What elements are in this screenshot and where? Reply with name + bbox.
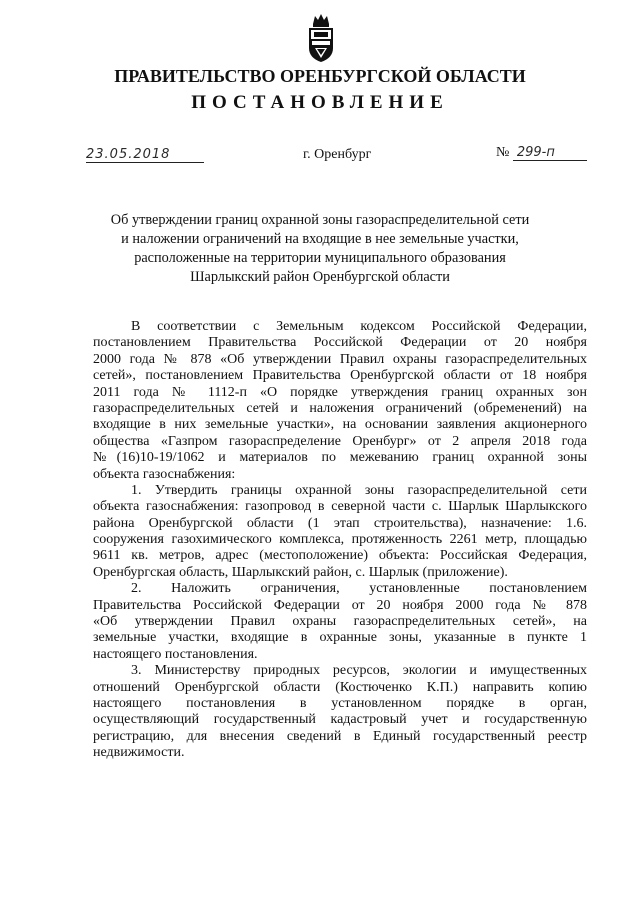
title-line: и наложении ограничений на входящие в нее земельные участки, xyxy=(121,231,519,247)
document-city: г. Оренбург xyxy=(303,147,372,162)
coat-of-arms-icon xyxy=(306,12,336,64)
body-line: постановлением Правительства Российской Федерации от 20 ноября xyxy=(93,335,587,351)
body-line: 3. Министерству природных ресурсов, экологии и имущественных xyxy=(131,663,587,679)
body-line: 1. Утвердить границы охранной зоны газораспределительной сети xyxy=(131,482,587,498)
document-type: ПОСТАНОВЛЕНИЕ xyxy=(191,92,449,113)
body-line: объекта газоснабжения: xyxy=(93,466,236,482)
body-line: 2011 года № 1112-п «О порядке утверждения границ охранных зон xyxy=(93,384,587,400)
document-number xyxy=(496,145,587,161)
body-line: 2000 года № 878 «Об утверждении Правил охраны газораспределительных xyxy=(93,351,587,367)
body-line: района Оренбургской области (1 этап строительства), назначение: 1.6. xyxy=(93,515,587,531)
body-line: сооружения газохимического комплекса, протяженность 2261 метр, площадью xyxy=(93,532,587,548)
body-line: Оренбургская область, Шарлыкский район, с. Шарлык (приложение). xyxy=(93,564,508,580)
body-line: объекта газоснабжения: газопровод в северной части с. Шарлык Шарлыкского xyxy=(93,499,587,515)
body-line: 9611 кв. метров, адрес (местоположение) объекта: Российская Федерация, xyxy=(93,548,587,564)
body-line: настоящего постановления в установленном порядке в орган, xyxy=(93,695,587,711)
body-line: настоящего постановления. xyxy=(93,646,258,662)
body-line: общества «Газпром газораспределение Оренбург» от 2 апреля 2018 года xyxy=(93,433,587,449)
body-line: 2. Наложить ограничения, установленные постановлением xyxy=(131,581,587,597)
title-line: Об утверждении границ охранной зоны газораспределительной сети xyxy=(110,212,530,228)
title-line: расположенные на территории муниципального образования xyxy=(134,250,506,266)
number-label: № xyxy=(496,145,510,160)
body-line: сетей», постановлением Правительства Оренбургской области от 18 ноября xyxy=(93,368,587,384)
document-body xyxy=(93,319,587,762)
document-title xyxy=(80,211,560,287)
body-line: недвижимости. xyxy=(93,745,185,761)
body-line: В соответствии с Земельным кодексом Российской Федерации, xyxy=(131,319,587,334)
body-line: Правительства Российской Федерации от 20 ноября 2000 года № 878 xyxy=(93,597,587,613)
body-line: газораспределительных сетей и наложения ограничений (обременений) на xyxy=(93,400,587,416)
body-line: осуществляющий государственный кадастровый учет и государственную xyxy=(93,712,587,728)
body-line: земельные участки, входящие в охранные зоны, указанные в пункте 1 xyxy=(93,630,587,646)
body-line: «Об утверждении Правил охраны газораспределительных сетей», на xyxy=(93,614,587,630)
body-line: №(16)10-19/1062 и материалов по межеванию границ охранной зоны xyxy=(93,450,587,466)
body-line: отношений Оренбургской области (Костюченко К.П.) направить копию xyxy=(93,679,587,695)
body-line: входящие в них земельные участки», на основании заявления акционерного xyxy=(93,417,587,433)
document-date: 23.05.2018 xyxy=(86,147,204,163)
title-line: Шарлыкский район Оренбургской области xyxy=(190,269,450,285)
organization-name: ПРАВИТЕЛЬСТВО ОРЕНБУРГСКОЙ ОБЛАСТИ xyxy=(114,66,526,86)
number-value: 299-п xyxy=(513,145,587,161)
body-line: регистрацию, для внесения сведений в Единый государственный реестр xyxy=(93,728,587,744)
